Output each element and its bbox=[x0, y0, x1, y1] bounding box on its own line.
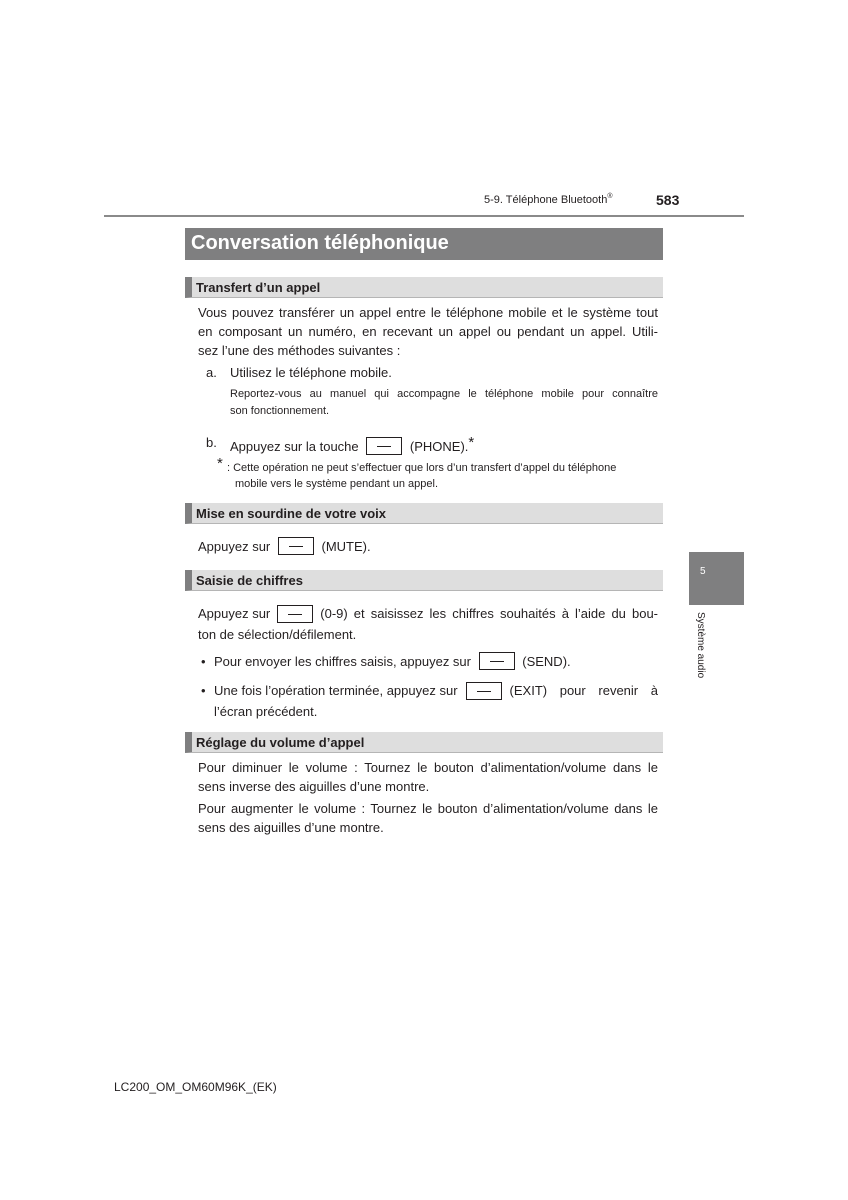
item-b-text-before: Appuyez sur la touche bbox=[230, 439, 359, 454]
chapter-tab bbox=[689, 552, 744, 605]
digits-key-icon bbox=[277, 605, 313, 623]
sourdine-text-before: Appuyez sur bbox=[198, 539, 271, 554]
header-section-title: 5-9. Téléphone Bluetooth bbox=[484, 194, 608, 206]
document-code: LC200_OM_OM60M96K_(EK) bbox=[114, 1080, 277, 1094]
send-key-icon bbox=[479, 652, 515, 670]
phone-key-icon bbox=[366, 437, 402, 455]
sourdine-text-after: (MUTE). bbox=[321, 539, 371, 554]
bullet-2-text-after: (EXIT) pour revenir à bbox=[509, 683, 658, 698]
item-a-note-line-1: Reportez-vous au manuel qui accompagne le téléphone mobile pour connaître bbox=[230, 388, 658, 400]
bullet-1-line bbox=[214, 652, 571, 671]
footnote-line-2: mobile vers le système pendant un appel. bbox=[235, 478, 439, 490]
volume-p2-line-1: Pour augmenter le volume : Tournez le bouton d’alimentation/volume dans le bbox=[198, 801, 658, 816]
running-header bbox=[484, 193, 613, 206]
chapter-number: 5 bbox=[700, 566, 706, 577]
item-a-text: Utilisez le téléphone mobile. bbox=[230, 365, 392, 380]
section-heading-sourdine: Mise en sourdine de votre voix bbox=[185, 503, 663, 524]
item-b-text-after: (PHONE). bbox=[409, 439, 469, 454]
footnote-marker: * bbox=[217, 455, 223, 472]
transfert-intro-line-1: Vous pouvez transférer un appel entre le téléphone mobile et le système tout bbox=[198, 305, 658, 320]
header-divider bbox=[104, 215, 744, 217]
bullet-1-marker: • bbox=[201, 654, 206, 669]
item-a-marker: a. bbox=[206, 365, 217, 380]
section-heading-chiffres: Saisie de chiffres bbox=[185, 570, 663, 591]
chapter-label: Système audio bbox=[695, 612, 706, 679]
registered-mark: ® bbox=[607, 193, 613, 200]
bullet-1-text-before: Pour envoyer les chiffres saisis, appuyez sur bbox=[214, 654, 471, 669]
item-b-line bbox=[230, 433, 474, 456]
volume-p1-line-1: Pour diminuer le volume : Tournez le bouton d’alimentation/volume dans le bbox=[198, 760, 658, 775]
item-a-note-line-2: son fonctionnement. bbox=[230, 405, 330, 417]
mute-key-icon bbox=[278, 537, 314, 555]
volume-p1-line-2: sens inverse des aiguilles d’une montre. bbox=[198, 779, 430, 794]
sourdine-line bbox=[198, 537, 371, 556]
footnote-line-1: : Cette opération ne peut s’effectuer que lors d’un transfert d’appel du téléphone bbox=[227, 462, 617, 474]
bullet-1-text-after: (SEND). bbox=[522, 654, 571, 669]
exit-key-icon bbox=[466, 682, 502, 700]
bullet-2-marker: • bbox=[201, 683, 206, 698]
chiffres-text-before: Appuyez sur bbox=[198, 606, 271, 621]
page-title: Conversation téléphonique bbox=[185, 228, 663, 260]
chiffres-text-after: (0-9) et saisissez les chiffres souhaités à l’aide du bou- bbox=[320, 606, 658, 621]
bullet-2-line bbox=[214, 681, 658, 700]
volume-p2-line-2: sens des aiguilles d’une montre. bbox=[198, 820, 384, 835]
bullet-2-line-2: l’écran précédent. bbox=[214, 704, 318, 719]
item-b-marker: b. bbox=[206, 435, 217, 450]
section-heading-transfert: Transfert d’un appel bbox=[185, 277, 663, 298]
chiffres-line-1 bbox=[198, 604, 658, 623]
transfert-intro-line-2: en composant un numéro, en recevant un appel ou pendant un appel. Utili- bbox=[198, 324, 658, 339]
bullet-2-text-before: Une fois l’opération terminée, appuyez sur bbox=[214, 683, 458, 698]
section-heading-volume: Réglage du volume d’appel bbox=[185, 732, 663, 753]
transfert-intro-line-3: sez l’une des méthodes suivantes : bbox=[198, 343, 401, 358]
footnote-star: * bbox=[468, 434, 475, 451]
page-number: 583 bbox=[656, 192, 680, 208]
chiffres-line-2: ton de sélection/défilement. bbox=[198, 627, 357, 642]
